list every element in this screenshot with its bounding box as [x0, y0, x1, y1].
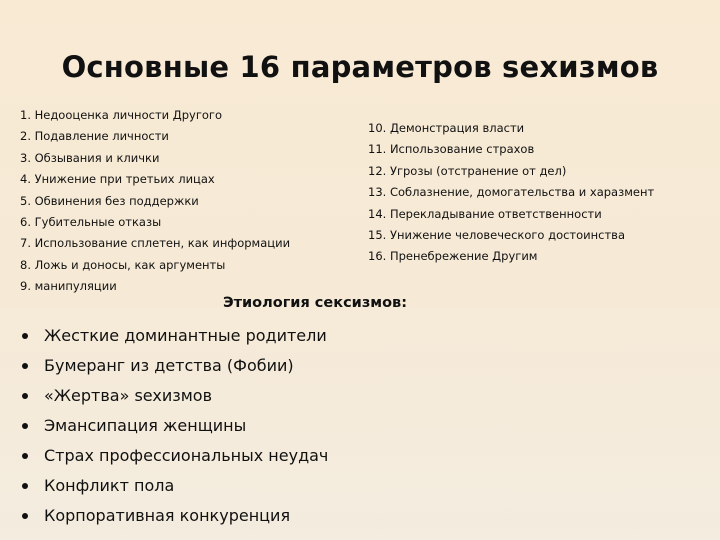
bullet-dot-icon [22, 453, 28, 459]
list-item: 12. Угрозы (отстранение от дел) [368, 163, 567, 178]
bullet-item [22, 351, 582, 381]
list-item: 7. Использование сплетен, как информации [20, 236, 291, 251]
bullet-text: «Жертва» sexизмов [44, 386, 213, 405]
list-item: 11. Использование страхов [368, 142, 535, 157]
bullet-item [22, 411, 582, 441]
list-item: 13. Соблазнение, домогательства и харазмент [368, 185, 655, 200]
bullet-item [22, 381, 582, 411]
bullet-dot-icon [22, 363, 28, 369]
bullet-text: Эмансипация женщины [44, 416, 247, 435]
list-item: 5. Обвинения без поддержки [20, 193, 199, 208]
bullet-text: Жесткие доминантные родители [44, 326, 327, 345]
list-item: 15. Унижение человеческого достоинства [368, 227, 626, 242]
list-item: 16. Пренебрежение Другим [368, 249, 538, 264]
list-item: 8. Ложь и доносы, как аргументы [20, 257, 226, 272]
bullet-dot-icon [22, 423, 28, 429]
bullet-dot-icon [22, 333, 28, 339]
bullet-text: Страх профессиональных неудач [44, 446, 329, 465]
etiology-bullet-list [22, 321, 582, 531]
etiology-heading: Этиология сексизмов: [222, 295, 408, 311]
bullet-dot-icon [22, 483, 28, 489]
list-item: 4. Унижение при третьих лицах [20, 172, 215, 187]
bullet-text: Конфликт пола [44, 476, 175, 495]
bullet-text: Корпоративная конкуренция [44, 506, 291, 525]
list-item: 6. Губительные отказы [20, 215, 162, 230]
bullet-item [22, 471, 582, 501]
bullet-dot-icon [22, 513, 28, 519]
bullet-item [22, 441, 582, 471]
sexism-parameters-list-right [368, 121, 668, 271]
bullet-text: Бумеранг из детства (Фобии) [44, 356, 294, 375]
bullet-dot-icon [22, 393, 28, 399]
bullet-item [22, 501, 582, 531]
list-item: 14. Перекладывание ответственности [368, 206, 602, 221]
list-item: 3. Обзывания и клички [20, 150, 160, 165]
list-item: 2. Подавление личности [20, 129, 169, 144]
bullet-item [22, 321, 582, 351]
slide-title: Основные 16 параметров sexизмов [61, 50, 659, 84]
list-item: 1. Недооценка личности Другого [20, 108, 223, 122]
list-item: 10. Демонстрация власти [368, 121, 525, 135]
sexism-parameters-list-left [20, 105, 350, 298]
list-item: 9. манипуляции [20, 279, 117, 294]
